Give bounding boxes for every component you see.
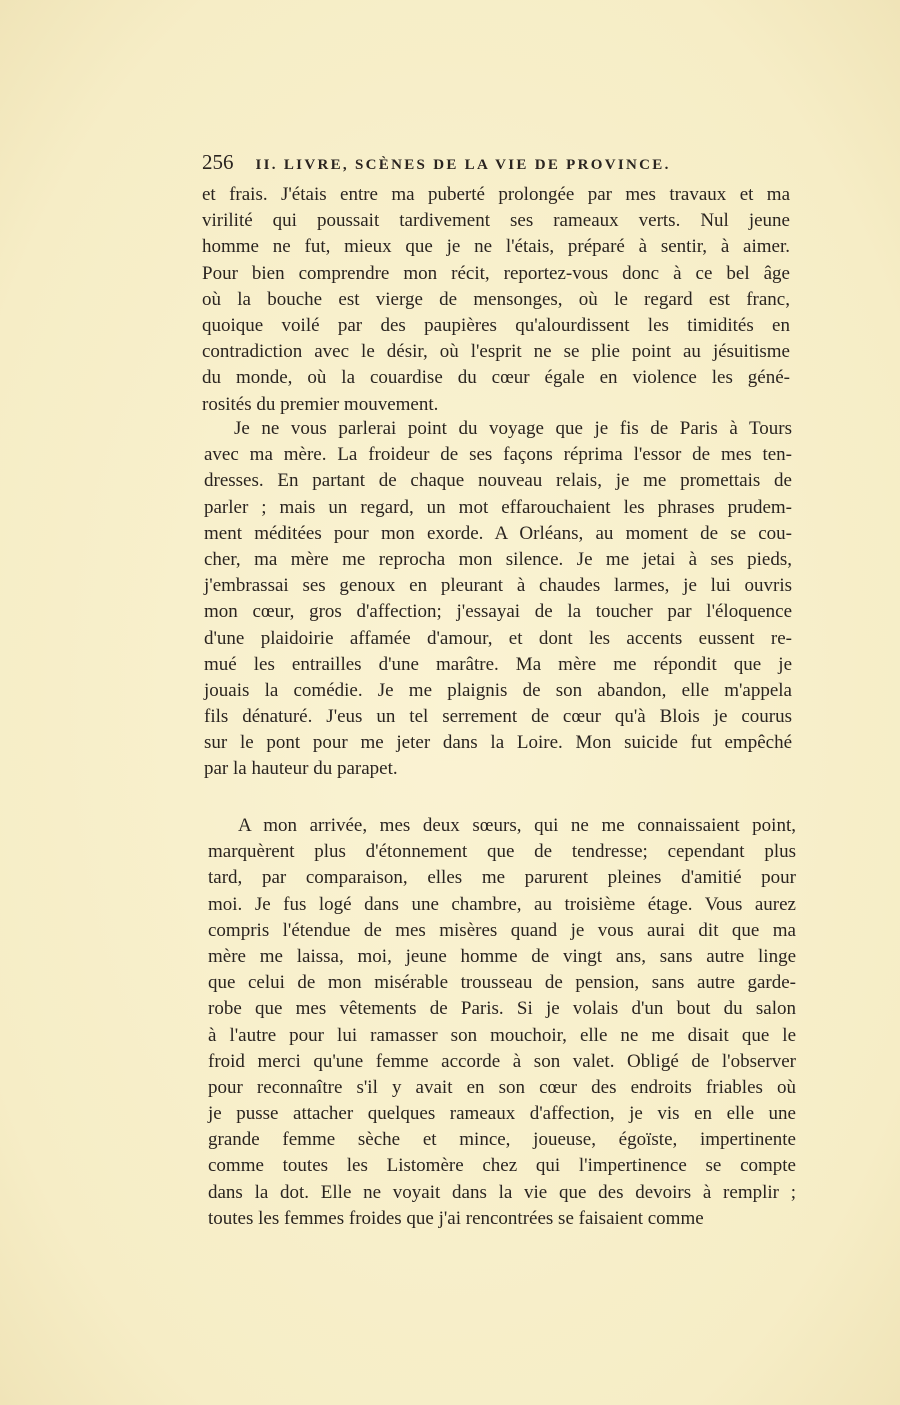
paragraph-3: [208, 813, 796, 1232]
text-line: grande femme sèche et mince, joueuse, égoïste, impertinente: [208, 1129, 796, 1151]
running-header: [202, 150, 714, 178]
text-line: parler ; mais un regard, un mot effarouchaient les phrases prudem-: [204, 496, 792, 518]
text-line: Pour bien comprendre mon récit, reportez-vous donc à ce bel âge: [202, 262, 790, 284]
text-line: moi. Je fus logé dans une chambre, au troisième étage. Vous aurez: [208, 893, 796, 915]
text-line: dans la dot. Elle ne voyait dans la vie que des devoirs à remplir ;: [208, 1181, 796, 1203]
text-line: ment méditées pour mon exorde. A Orléans, au moment de se cou-: [204, 522, 792, 544]
page-number: 256: [202, 150, 234, 174]
text-line: Je ne vous parlerai point du voyage que je fis de Paris à Tours: [234, 418, 792, 439]
text-line: tard, par comparaison, elles me parurent pleines d'amitié pour: [208, 867, 796, 889]
paragraph-2: [204, 416, 792, 783]
text-line: et frais. J'étais entre ma puberté prolongée par mes travaux et ma: [202, 184, 790, 205]
text-line: compris l'étendue de mes misères quand je vous aurai dit que ma: [208, 919, 796, 941]
paragraph-1: [202, 182, 790, 418]
text-line: A mon arrivée, mes deux sœurs, qui ne me connaissaient point,: [238, 815, 796, 836]
text-line: d'une plaidoirie affamée d'amour, et dont les accents eussent re-: [204, 627, 792, 649]
text-line: sur le pont pour me jeter dans la Loire. Mon suicide fut empêché: [204, 732, 792, 754]
text-line: mon cœur, gros d'affection; j'essayai de la toucher par l'éloquence: [204, 601, 792, 623]
running-title: II. LIVRE, SCÈNES DE LA VIE DE PROVINCE.: [255, 157, 671, 173]
text-line: par la hauteur du parapet.: [204, 758, 398, 780]
text-line: cher, ma mère me reprocha mon silence. Je me jetai à ses pieds,: [204, 548, 792, 570]
text-line: jouais la comédie. Je me plaignis de son abandon, elle m'appela: [204, 679, 792, 701]
text-line: virilité qui poussait tardivement ses rameaux verts. Nul jeune: [202, 210, 790, 232]
text-line: toutes les femmes froides que j'ai rencontrées se faisaient comme: [208, 1207, 704, 1229]
text-line: marquèrent plus d'étonnement que de tendresse; cependant plus: [208, 841, 796, 863]
text-line: du monde, où la couardise du cœur égale en violence les géné-: [202, 367, 790, 389]
text-line: mère me laissa, moi, jeune homme de vingt ans, sans autre linge: [208, 945, 796, 967]
text-line: pour reconnaître s'il y avait en son cœur des endroits friables où: [208, 1076, 796, 1098]
text-line: comme toutes les Listomère chez qui l'impertinence se compte: [208, 1155, 796, 1177]
text-line: je pusse attacher quelques rameaux d'affection, je vis en elle une: [208, 1103, 796, 1125]
text-line: que celui de mon misérable trousseau de pension, sans autre garde-: [208, 972, 796, 994]
text-line: fils dénaturé. J'eus un tel serrement de cœur qu'à Blois je courus: [204, 706, 792, 728]
text-line: avec ma mère. La froideur de ses façons réprima l'essor de mes ten-: [204, 444, 792, 466]
text-line: à l'autre pour lui ramasser son mouchoir, elle ne me disait que le: [208, 1024, 796, 1046]
text-line: homme ne fut, mieux que je ne l'étais, préparé à sentir, à aimer.: [202, 236, 790, 258]
text-line: robe que mes vêtements de Paris. Si je volais d'un bout du salon: [208, 998, 796, 1020]
text-line: contradiction avec le désir, où l'esprit ne se plie point au jésuitisme: [202, 341, 790, 363]
text-line: quoique voilé par des paupières qu'alourdissent les timidités en: [202, 314, 790, 336]
text-line: rosités du premier mouvement.: [202, 393, 439, 415]
text-line: où la bouche est vierge de mensonges, où le regard est franc,: [202, 288, 790, 310]
text-line: dresses. En partant de chaque nouveau relais, je me promettais de: [204, 470, 792, 492]
text-line: mué les entrailles d'une marâtre. Ma mère me répondit que je: [204, 653, 792, 675]
text-line: j'embrassai ses genoux en pleurant à chaudes larmes, je lui ouvris: [204, 575, 792, 597]
text-line: froid merci qu'une femme accorde à son valet. Obligé de l'observer: [208, 1050, 796, 1072]
